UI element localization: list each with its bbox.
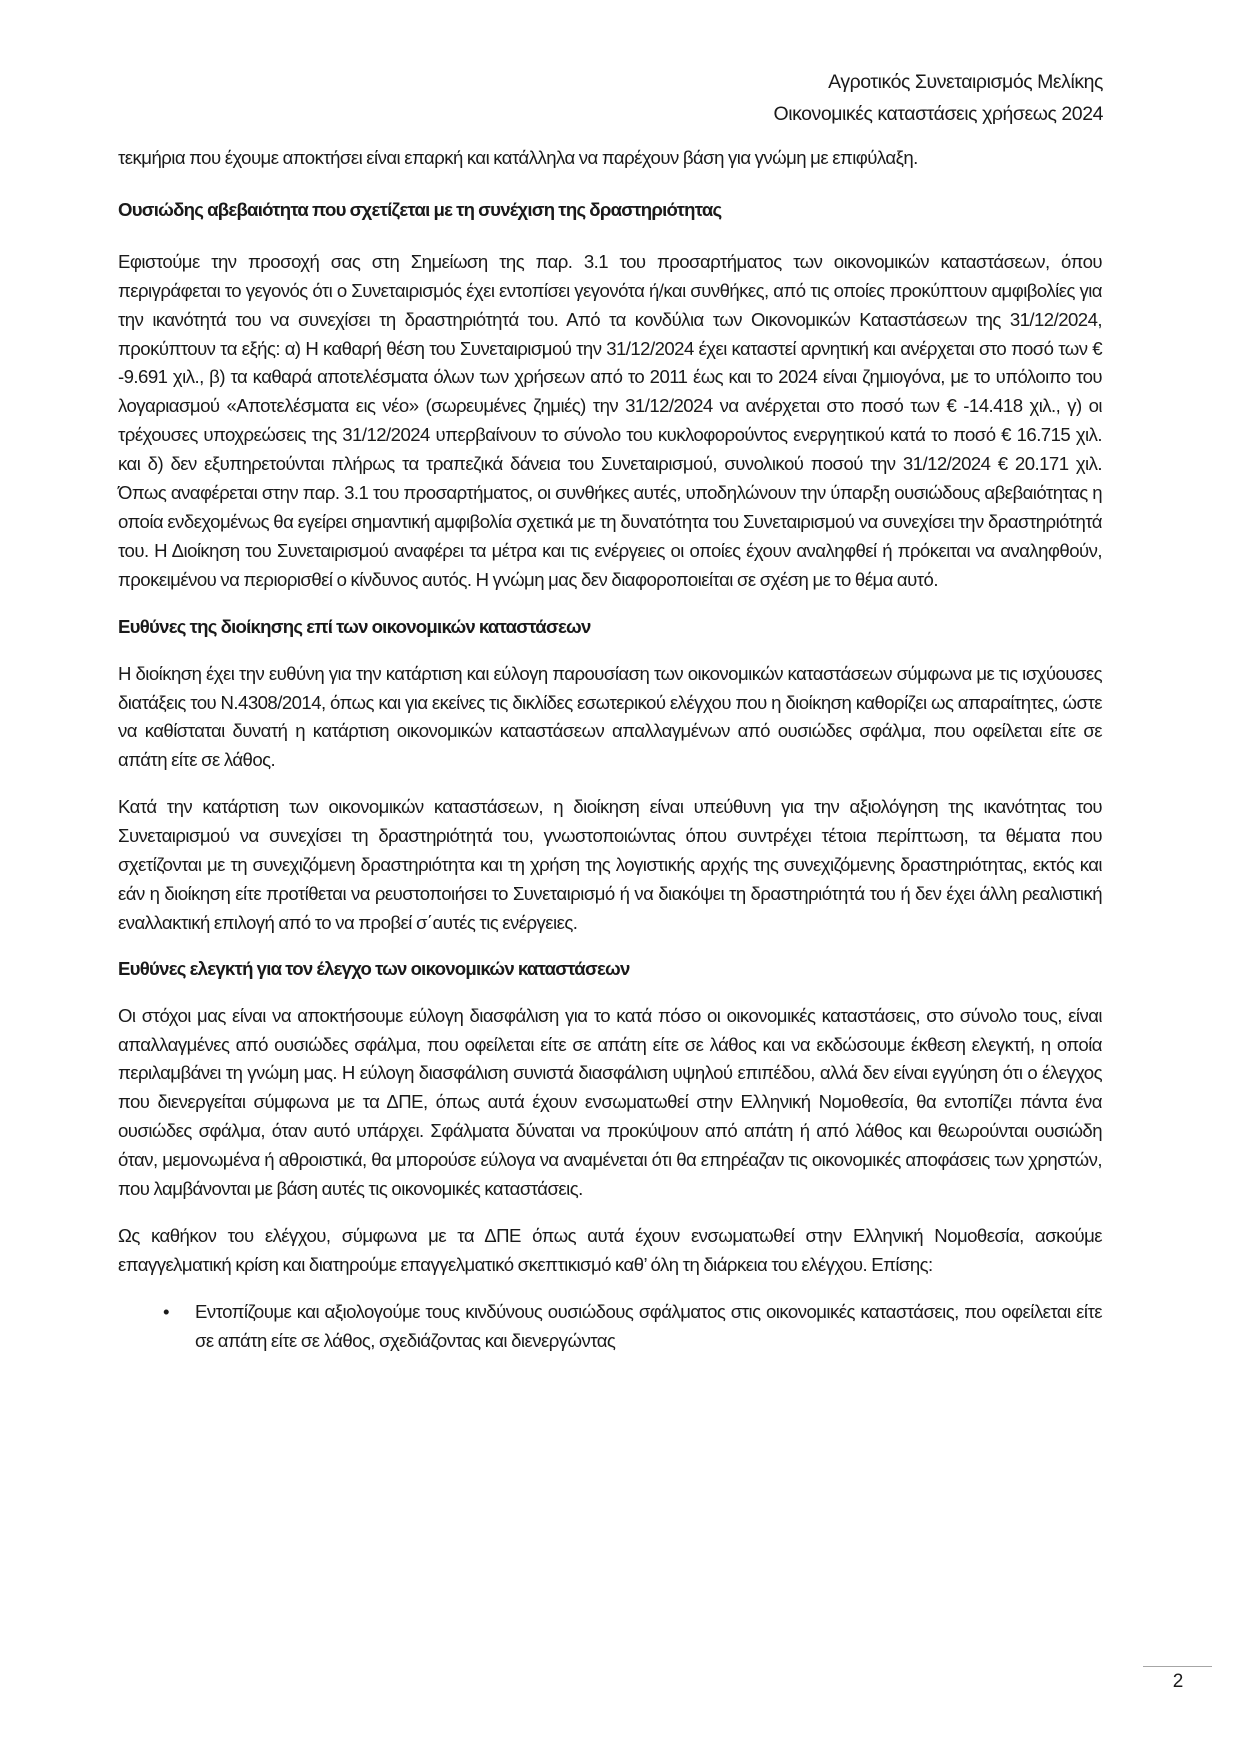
footer-divider bbox=[1143, 1666, 1212, 1667]
page-header bbox=[774, 66, 1104, 130]
going-concern-heading: Ουσιώδης αβεβαιότητα που σχετίζεται με τη συνέχιση της δραστηριότητας bbox=[118, 198, 722, 220]
header-document-title: Οικονομικές καταστάσεις χρήσεως 2024 bbox=[773, 103, 1103, 125]
page-body bbox=[118, 144, 1102, 1356]
header-organization: Αγροτικός Συνεταιρισμός Μελίκης bbox=[828, 71, 1103, 93]
going-concern-paragraph: Εφιστούμε την προσοχή σας στη Σημείωση της παρ. 3.1 του προσαρτήματος των οικονομικών καταστάσεων, όπου περιγράφεται το γεγονός ότι ο Συνεταιρισμός έχει εντοπίσει γεγονότα ή/και συνθήκες, από τις οποίες προκύπτουν αμφιβολίες για την ικανότητά του να συνεχίσει τη δραστηριότητά του. Από τα κονδύλια των Οικονομικών Καταστάσεων της 31/12/2024, προκύπτουν τα εξής: α) Η καθαρή θέση του Συνεταιρισμού την 31/12/2024 έχει καταστεί αρνητική και ανέρχεται στο ποσό των € -9.691 χιλ., β) τα καθαρά αποτελέσματα όλων των χρήσεων από το 2011 έως και το 2024 είναι ζημιογόνα, με το υπόλοιπο του λογαριασμού «Αποτελέσματα εις νέο» (σωρευμένες ζημιές) την 31/12/2024 να ανέρχεται στο ποσό των € -14.418 χιλ., γ) οι τρέχουσες υποχρεώσεις της 31/12/2024 υπερβαίνουν το σύνολο του κυκλοφορούντος ενεργητικού κατά το ποσό € 16.715 χιλ. και δ) δεν εξυπηρετούνται πλήρως τα τραπεζικά δάνεια του Συνεταιρισμού, συνολικού ποσού την 31/12/2024 € 20.171 χιλ. Όπως αναφέρεται στην παρ. 3.1 του προσαρτήματος, οι συνθήκες αυτές, υποδηλώνουν την ύπαρξη ουσιώδους αβεβαιότητας η οποία ενδεχομένως θα εγείρει σημαντική αμφιβολία σχετικά με τη δυνατότητα του Συνεταιρισμού να συνεχίσει την δραστηριότητά του. Η Διοίκηση του Συνεταιρισμού αναφέρει τα μέτρα και τις ενέργειες οι οποίες έχουν αναληφθεί ή πρόκειται να αναληφθούν, προκειμένου να περιορισθεί ο κίνδυνος αυτός. Η γνώμη μας δεν διαφοροποιείται σε σχέση με το θέμα αυτό. bbox=[118, 250, 1102, 590]
intro-continuation-paragraph: τεκμήρια που έχουμε αποκτήσει είναι επαρκή και κατάλληλα να παρέχουν βάση για γνώμη με επιφύλαξη. bbox=[118, 147, 918, 168]
auditor-responsibilities-paragraph-2: Ως καθήκον του ελέγχου, σύμφωνα με τα ΔΠΕ όπως αυτά έχουν ενσωματωθεί στην Ελληνική Νομοθεσία, ασκούμε επαγγελματική κρίση και διατηρούμε επαγγελματικό σκεπτικισμό καθ’ όλη τη διάρκεια του ελέγχου. Επίσης: bbox=[118, 1225, 1102, 1275]
auditor-responsibilities-paragraph-1: Οι στόχοι μας είναι να αποκτήσουμε εύλογη διασφάλιση για το κατά πόσο οι οικονομικές καταστάσεις, στο σύνολο τους, είναι απαλλαγμένες από ουσιώδες σφάλμα, που οφείλεται είτε σε απάτη είτε σε λάθος και να εκδώσουμε έκθεση ελεγκτή, η οποία περιλαμβάνει τη γνώμη μας. Η εύλογη διασφάλιση συνιστά διασφάλιση υψηλού επιπέδου, αλλά δεν είναι εγγύηση ότι ο έλεγχος που διενεργείται σύμφωνα με τα ΔΠΕ, όπως αυτά έχουν ενσωματωθεί στην Ελληνική Νομοθεσία, θα εντοπίζει πάντα ένα ουσιώδες σφάλμα, όταν αυτό υπάρχει. Σφάλματα δύναται να προκύψουν από απάτη ή από λάθος και θεωρούνται ουσιώδη όταν, μεμονωμένα ή αθροιστικά, θα μπορούσε εύλογα να αναμένεται ότι θα επηρέαζαν τις οικονομικές αποφάσεις των χρηστών, που λαμβάνονται με βάση αυτές τις οικονομικές καταστάσεις. bbox=[118, 1004, 1102, 1200]
auditor-responsibilities-heading: Ευθύνες ελεγκτή για τον έλεγχο των οικονομικών καταστάσεων bbox=[118, 957, 630, 979]
list-item bbox=[118, 1298, 1102, 1356]
management-responsibilities-paragraph-2: Κατά την κατάρτιση των οικονομικών καταστάσεων, η διοίκηση είναι υπεύθυνη για την αξιολόγηση της ικανότητας του Συνεταιρισμού να συνεχίσει τη δραστηριότητά του, γνωστοποιώντας όπου συντρέχει τέτοια περίπτωση, τα θέματα που σχετίζονται με τη συνεχιζόμενη δραστηριότητα και τη χρήση της λογιστικής αρχής της συνεχιζόμενης δραστηριότητας, εκτός και εάν η διοίκηση είτε προτίθεται να ρευστοποιήσει το Συνεταιρισμό ή να διακόψει τη δραστηριότητά του ή δεν έχει άλλη ρεαλιστική εναλλακτική επιλογή από το να προβεί σ΄αυτές τις ενέργειες. bbox=[118, 796, 1102, 933]
management-responsibilities-paragraph-1: Η διοίκηση έχει την ευθύνη για την κατάρτιση και εύλογη παρουσίαση των οικονομικών καταστάσεων σύμφωνα με τις ισχύουσες διατάξεις του Ν.4308/2014, όπως και για εκείνες τις δικλίδες εσωτερικού ελέγχου που η διοίκηση καθορίζει ως απαραίτητες, ώστε να καθίσταται δυνατή η κατάρτιση οικονομικών καταστάσεων απαλλαγμένων από ουσιώδες σφάλμα, που οφείλεται είτε σε απάτη είτε σε λάθος. bbox=[118, 662, 1102, 771]
management-responsibilities-heading: Ευθύνες της διοίκησης επί των οικονομικών καταστάσεων bbox=[118, 615, 591, 637]
list-item-text: Εντοπίζουμε και αξιολογούμε τους κινδύνους ουσιώδους σφάλματος στις οικονομικές καταστάσεις, που οφείλεται είτε σε απάτη είτε σε λάθος, σχεδιάζοντας και διενεργώντας bbox=[195, 1300, 1102, 1351]
bullet-icon: • bbox=[163, 1300, 169, 1322]
page-number: 2 bbox=[1172, 1671, 1184, 1692]
auditor-procedures-list bbox=[118, 1298, 1102, 1356]
